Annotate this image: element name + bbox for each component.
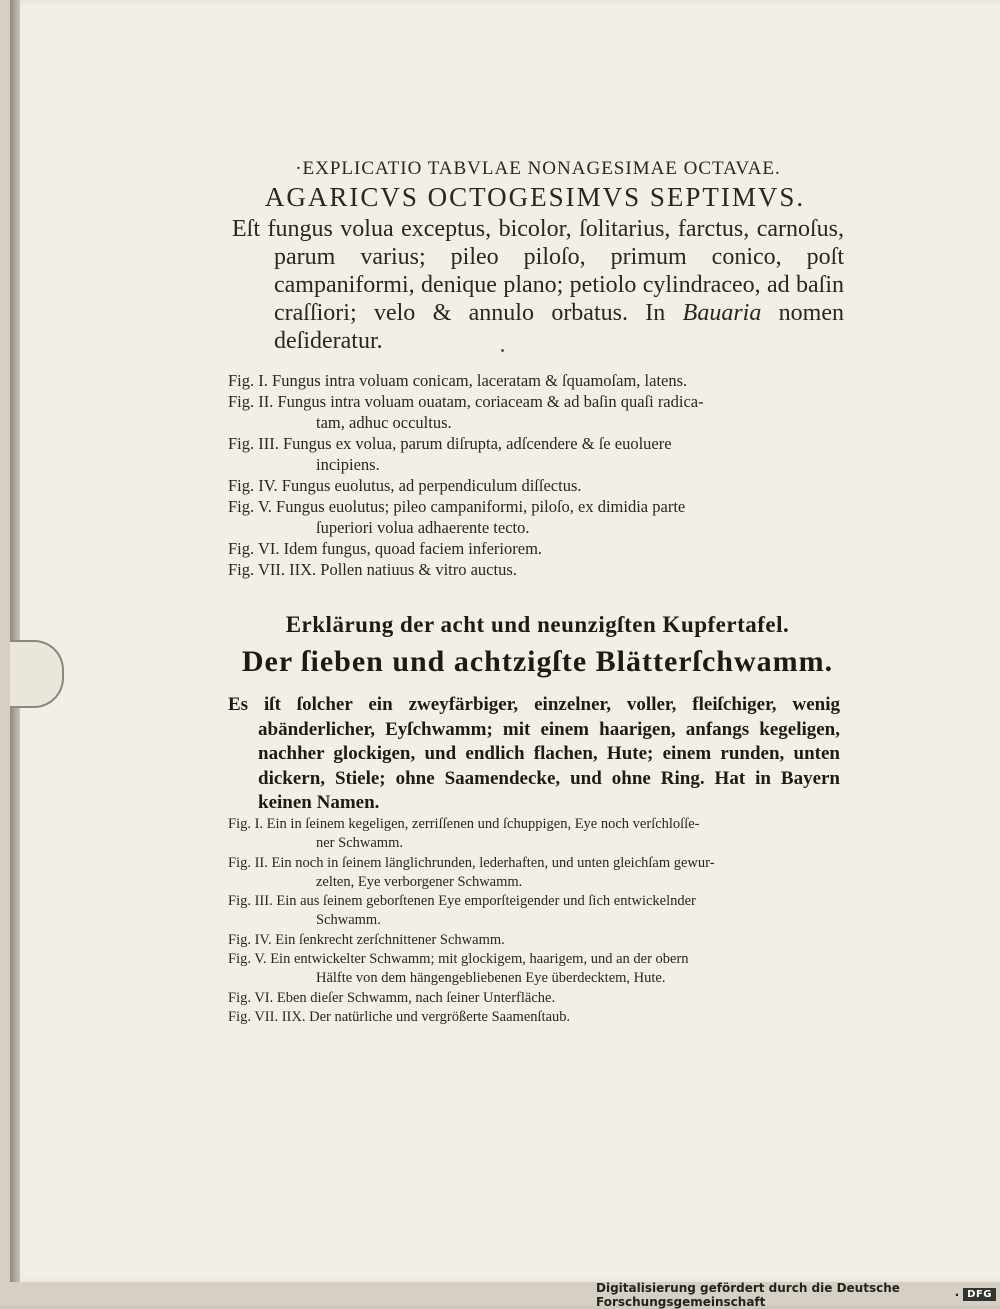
fig-label: Fig. II.	[228, 854, 268, 871]
fig-text: Fungus euolutus, ad perpendiculum diſſectus.	[281, 476, 582, 495]
list-item	[228, 950, 848, 969]
list-item	[228, 475, 848, 496]
latin-figure-list	[228, 370, 848, 580]
list-item	[228, 538, 848, 559]
list-item	[228, 496, 848, 517]
fig-text: Idem fungus, quoad faciem inferiorem.	[283, 539, 543, 558]
fig-text: Der natürliche und vergrößerte Saamenſtaub.	[309, 1008, 571, 1025]
german-desc-place: Bayern	[780, 767, 840, 789]
fig-text: Fungus intra voluam ouatam, coriaceam & ad baſin quaſi radica-	[277, 392, 704, 411]
list-item	[228, 815, 848, 834]
latin-description	[232, 215, 844, 355]
list-item	[228, 931, 848, 950]
fig-text: Ein in ſeinem kegeligen, zerriſſenen und ſchuppigen, Eye noch verſchloſſe-	[266, 816, 700, 832]
fig-text: Ein entwickelter Schwamm; mit glockigem, haarigem, und an der obern	[270, 951, 689, 968]
german-desc-text: Es iſt ſolcher ein zweyfärbiger, einzelner, voller, fleiſchiger, wenig abänderlicher, Eyſchwamm; mit einem haarigen, anfangs kegeligen, nachher glockigen, und endlich flachen, Hute; einem runden, unten dickern, Stiele; ohne Saamendecke, und ohne Ring. Hat in	[228, 694, 840, 789]
german-title: Der ſieben und achtzigſte Blätterſchwamm.	[241, 645, 834, 678]
latin-desc-place: Bauaria	[682, 300, 762, 326]
fig-text: Fungus euolutus; pileo campaniformi, piloſo, ex dimidia parte	[276, 497, 686, 516]
fig-text: Ein aus ſeinem geborſtenen Eye emporſteigender und ſich entwickelnder	[276, 893, 696, 910]
list-item	[228, 370, 848, 391]
list-item	[228, 433, 848, 454]
latin-title: AGARICVS OCTOGESIMVS SEPTIMVS.	[264, 182, 806, 212]
german-description	[228, 693, 840, 816]
german-heading: Erklärung der acht und neunzigſten Kupfertafel.	[285, 612, 790, 637]
fig-label: Fig. VI.	[228, 989, 274, 1006]
funding-footer	[596, 1280, 1000, 1309]
fig-label: Fig. II.	[228, 392, 274, 411]
fig-label: Fig. IV.	[228, 476, 278, 495]
list-item	[228, 559, 848, 580]
fig-label: Fig. V.	[228, 951, 267, 968]
fig-text-continued: zelten, Eye verborgener Schwamm.	[316, 873, 523, 890]
fig-text-continued: Hälfte von dem hängengebliebenen Eye überdecktem, Hute.	[316, 970, 666, 987]
fig-label: Fig. VI.	[228, 539, 280, 558]
fig-text-continued: ner Schwamm.	[316, 835, 403, 852]
list-item	[228, 989, 848, 1008]
fig-label: Fig. III.	[228, 434, 279, 453]
footer-text: Digitalisierung gefördert durch die Deutsche Forschungsgemeinschaft	[596, 1280, 900, 1309]
fig-text: Ein noch in ſeinem länglichrunden, lederhaften, und unten gleichſam gewur-	[271, 854, 715, 871]
list-item	[228, 1008, 848, 1027]
fig-label: Fig. V.	[228, 497, 272, 516]
fig-label: Fig. I.	[228, 816, 264, 832]
fig-text-continued: Schwamm.	[316, 912, 381, 929]
fig-text-continued: incipiens.	[316, 455, 380, 474]
fig-text: Pollen natiuus & vitro auctus.	[320, 560, 517, 579]
footer-separator: ·	[954, 1287, 960, 1302]
fig-label: Fig. I.	[228, 371, 268, 390]
latin-desc-end: nomen deſideratur.	[274, 300, 844, 354]
list-item	[228, 854, 848, 873]
fig-text: Fungus intra voluam conicam, laceratam & ſquamoſam, latens.	[272, 371, 688, 390]
fig-label: Fig. III.	[228, 893, 273, 910]
dfg-logo-icon: DFG	[963, 1288, 996, 1301]
fig-text-continued: tam, adhuc occultus.	[316, 413, 452, 432]
list-item	[228, 391, 848, 412]
german-desc-end: keinen Namen.	[258, 792, 380, 813]
fig-text-continued: ſuperiori volua adhaerente tecto.	[316, 518, 530, 537]
page-tab-marker	[10, 640, 64, 708]
book-page	[10, 0, 1000, 1282]
latin-desc-text: Eſt fungus volua exceptus, bicolor, ſolitarius, farctus, carnoſus, parum varius; pileo piloſo, primum conico, poſt campaniformi, denique plano; petiolo cylindraceo, ad baſin craſſiori; velo & annulo orbatus. In	[232, 216, 844, 326]
fig-label: Fig. VII. IIX.	[228, 1008, 306, 1025]
list-item	[228, 892, 848, 911]
dot-mark	[501, 349, 504, 352]
fig-text: Ein ſenkrecht zerſchnittener Schwamm.	[275, 931, 505, 948]
fig-text: Fungus ex volua, parum diſrupta, adſcendere & ſe euoluere	[283, 434, 672, 453]
latin-heading: ·EXPLICATIO TABVLAE NONAGESIMAE OCTAVAE.	[295, 158, 781, 179]
german-figure-list	[228, 815, 848, 1027]
fig-label: Fig. IV.	[228, 931, 272, 948]
fig-label: Fig. VII. IIX.	[228, 560, 317, 579]
fig-text: Eben dieſer Schwamm, nach ſeiner Unterfläche.	[276, 989, 556, 1006]
